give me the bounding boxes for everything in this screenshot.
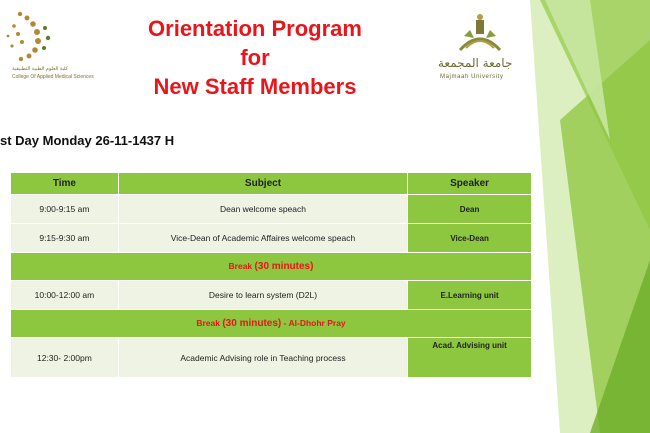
page-title (120, 14, 390, 101)
day-heading: st Day Monday 26-11-1437 H (0, 133, 175, 148)
break-duration: (30 minutes) (254, 261, 314, 272)
college-english-name: College Of Applied Medical Sciences (12, 74, 94, 80)
header-time: Time (11, 173, 119, 195)
header-subject: Subject (118, 173, 407, 195)
break-label: Break (228, 261, 253, 271)
subject-cell: Academic Advising role in Teaching process (118, 338, 407, 378)
speaker-cell: Vice-Dean (408, 224, 532, 253)
break-extra: - Al-Dhohr Pray (283, 318, 346, 328)
table-row (11, 338, 532, 378)
table-row (11, 195, 532, 224)
time-cell: 9:00-9:15 am (11, 195, 119, 224)
university-arabic-name: جامعة المجمعة (438, 56, 513, 70)
break-row (11, 310, 532, 338)
subject-cell: Dean welcome speach (118, 195, 407, 224)
speaker-cell: Dean (408, 195, 532, 224)
break-cell (11, 253, 532, 281)
speaker-cell: E.Learning unit (408, 281, 532, 310)
table-row (11, 281, 532, 310)
college-emblem-icon (0, 6, 92, 66)
table-row (11, 224, 532, 253)
title-line-3: New Staff Members (153, 74, 357, 99)
break-duration: (30 minutes) (222, 318, 282, 329)
subject-cell: Vice-Dean of Academic Affaires welcome speach (118, 224, 407, 253)
college-logo (0, 6, 92, 86)
speaker-cell: Acad. Advising unit (408, 338, 532, 378)
table-header-row (11, 173, 532, 195)
university-english-name: Majmaah University (440, 74, 504, 80)
time-cell: 12:30- 2:00pm (11, 338, 119, 378)
title-line-2: for (240, 45, 270, 70)
university-logo (430, 10, 530, 80)
university-emblem-icon (430, 10, 530, 56)
schedule-table (10, 172, 532, 378)
college-arabic-name: كلية العلوم الطبية التطبيقية (12, 66, 69, 72)
break-cell (11, 310, 532, 338)
time-cell: 9:15-9:30 am (11, 224, 119, 253)
break-label: Break (196, 318, 220, 328)
time-cell: 10:00-12:00 am (11, 281, 119, 310)
subject-cell: Desire to learn system (D2L) (118, 281, 407, 310)
title-line-1: Orientation Program (148, 16, 362, 41)
header-speaker: Speaker (408, 173, 532, 195)
break-row (11, 253, 532, 281)
